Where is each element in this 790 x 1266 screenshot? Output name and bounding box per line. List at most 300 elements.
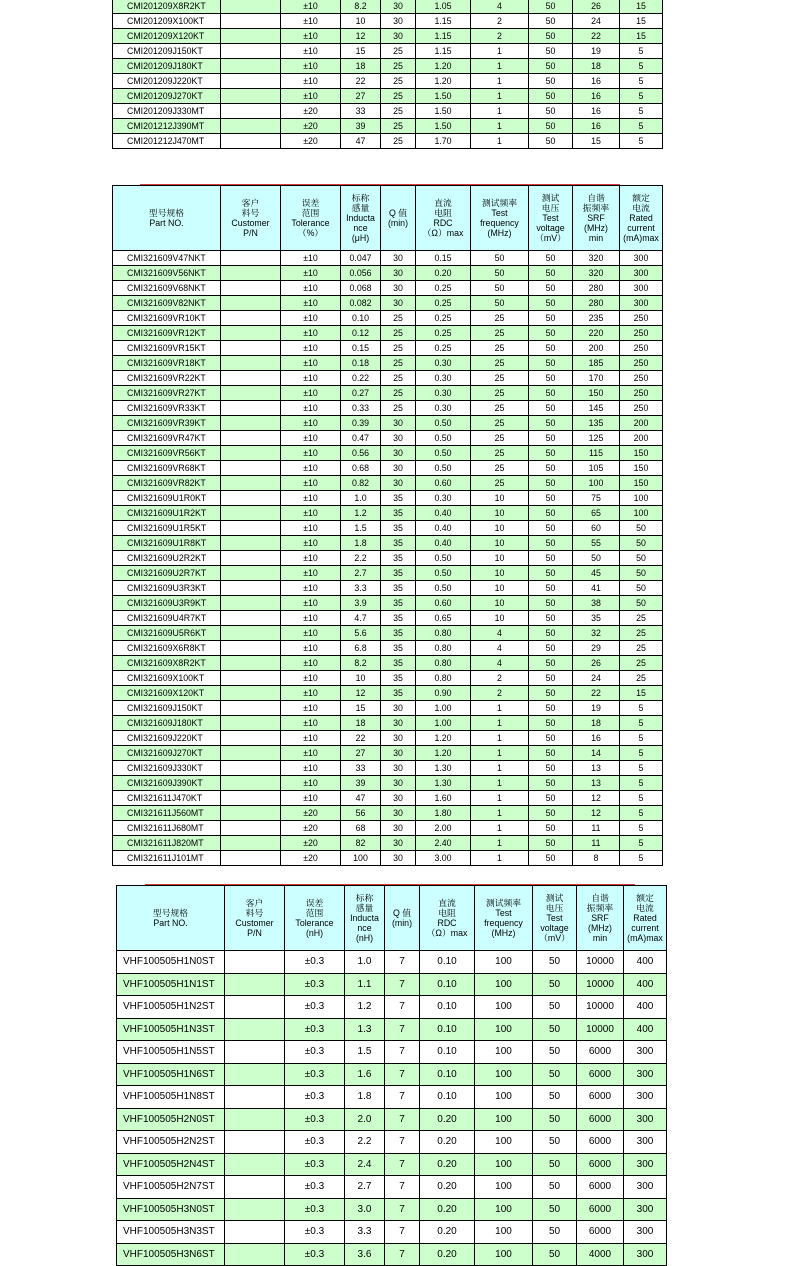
cell-tolerance: ±20	[281, 836, 341, 851]
cell-test-voltage: 50	[529, 656, 573, 671]
cell-rdc: 0.50	[416, 416, 471, 431]
header-srf: 自谐 振频率 SRF (MHz) min	[573, 186, 620, 251]
cell-test-voltage: 50	[529, 821, 573, 836]
cell-rated-current: 200	[620, 416, 663, 431]
cell-test-frequency: 2	[471, 686, 529, 701]
cell-test-frequency: 25	[471, 311, 529, 326]
cell-q-value: 35	[381, 611, 416, 626]
cell-customer-pn	[225, 1041, 285, 1064]
table-row	[117, 1176, 667, 1199]
cell-tolerance: ±10	[281, 311, 341, 326]
cell-test-voltage: 50	[529, 296, 573, 311]
table-row	[113, 536, 663, 551]
cell-test-voltage: 50	[533, 1018, 577, 1041]
cell-part-number: VHF100505H2N7ST	[117, 1176, 225, 1199]
cell-customer-pn	[221, 581, 281, 596]
cell-part-number: VHF100505H1N3ST	[117, 1018, 225, 1041]
cell-inductance: 1.1	[345, 973, 385, 996]
cell-test-voltage: 50	[529, 806, 573, 821]
header-rdc: 直流 电阻 RDC （Ω）max	[420, 886, 475, 951]
cell-rdc: 1.15	[416, 29, 471, 44]
cell-part-number: CMI321609VR39KT	[113, 416, 221, 431]
cell-test-voltage: 50	[529, 491, 573, 506]
cell-q-value: 7	[385, 951, 420, 974]
cell-rated-current: 150	[620, 476, 663, 491]
cell-rated-current: 300	[620, 251, 663, 266]
cell-customer-pn	[221, 134, 281, 149]
cell-rdc: 0.25	[416, 341, 471, 356]
cell-customer-pn	[221, 296, 281, 311]
cell-customer-pn	[221, 611, 281, 626]
cell-rdc: 0.60	[416, 476, 471, 491]
table-row	[113, 746, 663, 761]
cell-test-voltage: 50	[529, 134, 573, 149]
cell-customer-pn	[221, 491, 281, 506]
table-row	[113, 701, 663, 716]
cell-rdc: 0.40	[416, 506, 471, 521]
cell-test-voltage: 50	[533, 1221, 577, 1244]
cell-tolerance: ±10	[281, 371, 341, 386]
cell-test-voltage: 50	[529, 89, 573, 104]
cell-inductance: 22	[341, 731, 381, 746]
table-row	[117, 1221, 667, 1244]
cell-customer-pn	[221, 119, 281, 134]
cell-rdc: 0.25	[416, 326, 471, 341]
cell-tolerance: ±10	[281, 14, 341, 29]
cell-rated-current: 50	[620, 581, 663, 596]
cell-rated-current: 5	[620, 821, 663, 836]
cell-part-number: CMI321609J390KT	[113, 776, 221, 791]
header-test-voltage: 测试 电压 Test voltage （mV）	[533, 886, 577, 951]
cell-srf: 35	[573, 611, 620, 626]
cell-test-frequency: 10	[471, 581, 529, 596]
cell-rated-current: 5	[620, 716, 663, 731]
cell-rated-current: 5	[620, 731, 663, 746]
cell-customer-pn	[225, 1018, 285, 1041]
cell-test-voltage: 50	[533, 1131, 577, 1154]
cell-customer-pn	[221, 806, 281, 821]
cell-inductance: 0.10	[341, 311, 381, 326]
cell-test-frequency: 1	[471, 716, 529, 731]
table-row	[113, 551, 663, 566]
cell-inductance: 3.9	[341, 596, 381, 611]
table-row	[113, 716, 663, 731]
table-row	[113, 611, 663, 626]
cell-inductance: 0.47	[341, 431, 381, 446]
table-body	[113, 0, 663, 149]
inductor-spec-table-cmi2012	[112, 0, 663, 149]
cell-tolerance: ±0.3	[285, 1018, 345, 1041]
cell-srf: 13	[573, 776, 620, 791]
cell-test-frequency: 25	[471, 341, 529, 356]
cell-rated-current: 5	[620, 74, 663, 89]
cell-tolerance: ±0.3	[285, 1108, 345, 1131]
cell-rdc: 1.80	[416, 806, 471, 821]
cell-customer-pn	[221, 326, 281, 341]
cell-srf: 75	[573, 491, 620, 506]
cell-tolerance: ±10	[281, 491, 341, 506]
cell-q-value: 35	[381, 566, 416, 581]
table-row	[113, 791, 663, 806]
cell-rdc: 2.40	[416, 836, 471, 851]
cell-q-value: 30	[381, 806, 416, 821]
cell-part-number: CMI321611J470KT	[113, 791, 221, 806]
cell-test-frequency: 100	[475, 1153, 533, 1176]
cell-inductance: 18	[341, 59, 381, 74]
cell-rated-current: 400	[624, 951, 667, 974]
header-rated-current: 额定 电流 Rated current (mA)max	[624, 886, 667, 951]
cell-srf: 125	[573, 431, 620, 446]
cell-srf: 115	[573, 446, 620, 461]
cell-inductance: 3.0	[345, 1198, 385, 1221]
header-customer-pn: 客户 料号 Customer P/N	[221, 186, 281, 251]
cell-tolerance: ±0.3	[285, 1153, 345, 1176]
cell-q-value: 30	[381, 791, 416, 806]
cell-part-number: CMI321609VR15KT	[113, 341, 221, 356]
cell-rdc: 0.10	[420, 1063, 475, 1086]
cell-test-frequency: 4	[471, 641, 529, 656]
table-row	[117, 1108, 667, 1131]
table-row	[113, 626, 663, 641]
cell-srf: 16	[573, 89, 620, 104]
cell-rated-current: 50	[620, 536, 663, 551]
cell-q-value: 7	[385, 1086, 420, 1109]
cell-tolerance: ±20	[281, 806, 341, 821]
cell-inductance: 2.7	[345, 1176, 385, 1199]
cell-tolerance: ±10	[281, 566, 341, 581]
cell-test-voltage: 50	[533, 1243, 577, 1266]
cell-srf: 6000	[577, 1153, 624, 1176]
table-row	[113, 731, 663, 746]
cell-customer-pn	[221, 89, 281, 104]
cell-q-value: 25	[381, 44, 416, 59]
header-inductance: 标称 感量 Inducta nce (nH)	[345, 886, 385, 951]
cell-tolerance: ±10	[281, 416, 341, 431]
cell-q-value: 7	[385, 1063, 420, 1086]
table-row	[117, 1243, 667, 1266]
cell-inductance: 3.3	[345, 1221, 385, 1244]
cell-srf: 320	[573, 251, 620, 266]
cell-customer-pn	[221, 776, 281, 791]
cell-rdc: 0.50	[416, 461, 471, 476]
cell-rdc: 0.10	[420, 1018, 475, 1041]
cell-inductance: 0.12	[341, 326, 381, 341]
cell-test-frequency: 10	[471, 596, 529, 611]
cell-tolerance: ±10	[281, 671, 341, 686]
cell-q-value: 30	[381, 29, 416, 44]
cell-test-frequency: 25	[471, 416, 529, 431]
cell-part-number: VHF100505H1N6ST	[117, 1063, 225, 1086]
cell-srf: 38	[573, 596, 620, 611]
cell-inductance: 0.56	[341, 446, 381, 461]
cell-q-value: 30	[381, 851, 416, 866]
cell-tolerance: ±10	[281, 746, 341, 761]
cell-customer-pn	[221, 791, 281, 806]
cell-q-value: 25	[381, 311, 416, 326]
cell-part-number: CMI321609VR68KT	[113, 461, 221, 476]
cell-test-voltage: 50	[533, 1176, 577, 1199]
cell-rated-current: 300	[624, 1176, 667, 1199]
cell-q-value: 30	[381, 266, 416, 281]
cell-customer-pn	[221, 836, 281, 851]
cell-test-voltage: 50	[529, 326, 573, 341]
cell-srf: 6000	[577, 1108, 624, 1131]
cell-test-frequency: 1	[471, 746, 529, 761]
cell-part-number: CMI201209J270KT	[113, 89, 221, 104]
cell-test-voltage: 50	[529, 851, 573, 866]
cell-tolerance: ±10	[281, 686, 341, 701]
cell-part-number: CMI321609VR10KT	[113, 311, 221, 326]
cell-inductance: 0.68	[341, 461, 381, 476]
table-row	[113, 446, 663, 461]
cell-srf: 32	[573, 626, 620, 641]
cell-srf: 6000	[577, 1086, 624, 1109]
cell-rated-current: 5	[620, 134, 663, 149]
cell-test-voltage: 50	[533, 996, 577, 1019]
cell-test-frequency: 100	[475, 1018, 533, 1041]
cell-test-voltage: 50	[529, 281, 573, 296]
cell-test-voltage: 50	[533, 1041, 577, 1064]
table-row	[113, 341, 663, 356]
cell-tolerance: ±10	[281, 641, 341, 656]
cell-q-value: 30	[381, 716, 416, 731]
header-part-number: 型号规格 Part NO.	[113, 186, 221, 251]
cell-customer-pn	[221, 821, 281, 836]
cell-q-value: 7	[385, 1176, 420, 1199]
cell-part-number: CMI321609U2R2KT	[113, 551, 221, 566]
header-part-number: 型号规格 Part NO.	[117, 886, 225, 951]
cell-part-number: CMI321609VR22KT	[113, 371, 221, 386]
table-row	[113, 656, 663, 671]
cell-rated-current: 250	[620, 326, 663, 341]
cell-part-number: CMI321611J680MT	[113, 821, 221, 836]
cell-part-number: CMI201212J390MT	[113, 119, 221, 134]
cell-customer-pn	[225, 1086, 285, 1109]
cell-tolerance: ±0.3	[285, 1243, 345, 1266]
cell-part-number: VHF100505H1N2ST	[117, 996, 225, 1019]
cell-srf: 18	[573, 59, 620, 74]
table-row	[113, 119, 663, 134]
cell-test-voltage: 50	[533, 1108, 577, 1131]
cell-rated-current: 5	[620, 746, 663, 761]
cell-part-number: CMI321609U1R0KT	[113, 491, 221, 506]
table-row	[113, 641, 663, 656]
cell-test-frequency: 1	[471, 701, 529, 716]
cell-test-voltage: 50	[529, 371, 573, 386]
cell-test-frequency: 4	[471, 626, 529, 641]
cell-test-frequency: 2	[471, 671, 529, 686]
cell-rated-current: 5	[620, 119, 663, 134]
cell-q-value: 7	[385, 1243, 420, 1266]
cell-rdc: 1.00	[416, 716, 471, 731]
cell-rdc: 0.40	[416, 521, 471, 536]
cell-inductance: 1.0	[341, 491, 381, 506]
cell-inductance: 0.056	[341, 266, 381, 281]
cell-customer-pn	[221, 656, 281, 671]
cell-rdc: 0.20	[420, 1176, 475, 1199]
cell-tolerance: ±10	[281, 611, 341, 626]
cell-test-voltage: 50	[529, 74, 573, 89]
cell-customer-pn	[221, 44, 281, 59]
table-row	[113, 74, 663, 89]
cell-q-value: 25	[381, 59, 416, 74]
cell-rated-current: 300	[624, 1063, 667, 1086]
cell-test-voltage: 50	[529, 716, 573, 731]
cell-rdc: 1.00	[416, 701, 471, 716]
cell-tolerance: ±0.3	[285, 973, 345, 996]
cell-customer-pn	[221, 731, 281, 746]
table-row	[113, 431, 663, 446]
table-row	[113, 491, 663, 506]
cell-part-number: CMI321609J270KT	[113, 746, 221, 761]
cell-rated-current: 250	[620, 401, 663, 416]
cell-test-voltage: 50	[529, 356, 573, 371]
cell-rated-current: 15	[620, 686, 663, 701]
table-row	[113, 506, 663, 521]
cell-part-number: CMI321609VR27KT	[113, 386, 221, 401]
cell-rated-current: 300	[620, 266, 663, 281]
cell-q-value: 7	[385, 1108, 420, 1131]
cell-rated-current: 5	[620, 806, 663, 821]
cell-inductance: 56	[341, 806, 381, 821]
cell-tolerance: ±0.3	[285, 1063, 345, 1086]
cell-srf: 6000	[577, 1041, 624, 1064]
cell-q-value: 30	[381, 821, 416, 836]
cell-inductance: 5.6	[341, 626, 381, 641]
cell-q-value: 30	[381, 446, 416, 461]
cell-rdc: 3.00	[416, 851, 471, 866]
table-body	[113, 251, 663, 866]
cell-customer-pn	[221, 386, 281, 401]
table-row	[113, 0, 663, 14]
cell-test-frequency: 25	[471, 431, 529, 446]
cell-customer-pn	[221, 0, 281, 14]
cell-test-frequency: 100	[475, 1176, 533, 1199]
cell-rdc: 0.20	[420, 1198, 475, 1221]
cell-part-number: VHF100505H1N1ST	[117, 973, 225, 996]
cell-srf: 10000	[577, 973, 624, 996]
cell-customer-pn	[221, 641, 281, 656]
cell-test-voltage: 50	[529, 59, 573, 74]
cell-inductance: 0.082	[341, 296, 381, 311]
cell-srf: 150	[573, 386, 620, 401]
table-row	[117, 996, 667, 1019]
table-body	[117, 951, 667, 1266]
cell-rated-current: 300	[624, 1198, 667, 1221]
cell-rdc: 0.30	[416, 356, 471, 371]
cell-customer-pn	[225, 1198, 285, 1221]
cell-rated-current: 5	[620, 761, 663, 776]
cell-part-number: VHF100505H1N0ST	[117, 951, 225, 974]
cell-tolerance: ±10	[281, 461, 341, 476]
cell-customer-pn	[221, 104, 281, 119]
cell-inductance: 0.18	[341, 356, 381, 371]
cell-part-number: CMI321609J180KT	[113, 716, 221, 731]
table-row	[117, 1198, 667, 1221]
cell-tolerance: ±10	[281, 701, 341, 716]
cell-rdc: 0.50	[416, 446, 471, 461]
cell-tolerance: ±0.3	[285, 1176, 345, 1199]
table-row	[113, 761, 663, 776]
cell-customer-pn	[221, 356, 281, 371]
table-row	[113, 44, 663, 59]
table-row	[113, 686, 663, 701]
cell-tolerance: ±20	[281, 851, 341, 866]
cell-inductance: 10	[341, 671, 381, 686]
cell-inductance: 1.5	[345, 1041, 385, 1064]
cell-srf: 16	[573, 119, 620, 134]
cell-part-number: CMI321611J820MT	[113, 836, 221, 851]
cell-q-value: 35	[381, 491, 416, 506]
cell-customer-pn	[221, 566, 281, 581]
cell-rated-current: 300	[620, 296, 663, 311]
cell-tolerance: ±10	[281, 356, 341, 371]
cell-rated-current: 150	[620, 461, 663, 476]
cell-rdc: 0.25	[416, 311, 471, 326]
cell-inductance: 8.2	[341, 0, 381, 14]
cell-inductance: 12	[341, 686, 381, 701]
cell-q-value: 30	[381, 836, 416, 851]
cell-tolerance: ±10	[281, 761, 341, 776]
table-row	[117, 1018, 667, 1041]
cell-part-number: VHF100505H3N0ST	[117, 1198, 225, 1221]
cell-q-value: 30	[381, 701, 416, 716]
cell-inductance: 12	[341, 29, 381, 44]
cell-customer-pn	[221, 851, 281, 866]
cell-part-number: CMI201209X8R2KT	[113, 0, 221, 14]
cell-inductance: 3.3	[341, 581, 381, 596]
cell-test-frequency: 1	[471, 731, 529, 746]
cell-rdc: 0.20	[420, 1243, 475, 1266]
table-row	[117, 1153, 667, 1176]
cell-tolerance: ±10	[281, 296, 341, 311]
cell-test-frequency: 25	[471, 356, 529, 371]
cell-rated-current: 400	[624, 1018, 667, 1041]
cell-test-frequency: 25	[471, 371, 529, 386]
cell-customer-pn	[225, 951, 285, 974]
cell-rated-current: 25	[620, 641, 663, 656]
cell-q-value: 25	[381, 326, 416, 341]
cell-test-voltage: 50	[529, 551, 573, 566]
cell-customer-pn	[225, 973, 285, 996]
cell-inductance: 22	[341, 74, 381, 89]
cell-test-frequency: 25	[471, 476, 529, 491]
cell-srf: 19	[573, 701, 620, 716]
cell-inductance: 47	[341, 134, 381, 149]
cell-test-voltage: 50	[529, 29, 573, 44]
cell-customer-pn	[225, 996, 285, 1019]
cell-rdc: 1.30	[416, 761, 471, 776]
table-row	[113, 134, 663, 149]
cell-srf: 65	[573, 506, 620, 521]
cell-rated-current: 5	[620, 836, 663, 851]
cell-tolerance: ±10	[281, 281, 341, 296]
cell-part-number: CMI321609V68NKT	[113, 281, 221, 296]
cell-srf: 10000	[577, 951, 624, 974]
cell-srf: 45	[573, 566, 620, 581]
cell-rdc: 0.10	[420, 973, 475, 996]
table-row	[117, 951, 667, 974]
cell-q-value: 30	[381, 281, 416, 296]
cell-part-number: CMI201209J180KT	[113, 59, 221, 74]
cell-srf: 13	[573, 761, 620, 776]
cell-part-number: CMI321609VR47KT	[113, 431, 221, 446]
cell-rdc: 1.50	[416, 104, 471, 119]
cell-srf: 105	[573, 461, 620, 476]
cell-srf: 12	[573, 806, 620, 821]
cell-part-number: VHF100505H1N5ST	[117, 1041, 225, 1064]
cell-srf: 6000	[577, 1176, 624, 1199]
